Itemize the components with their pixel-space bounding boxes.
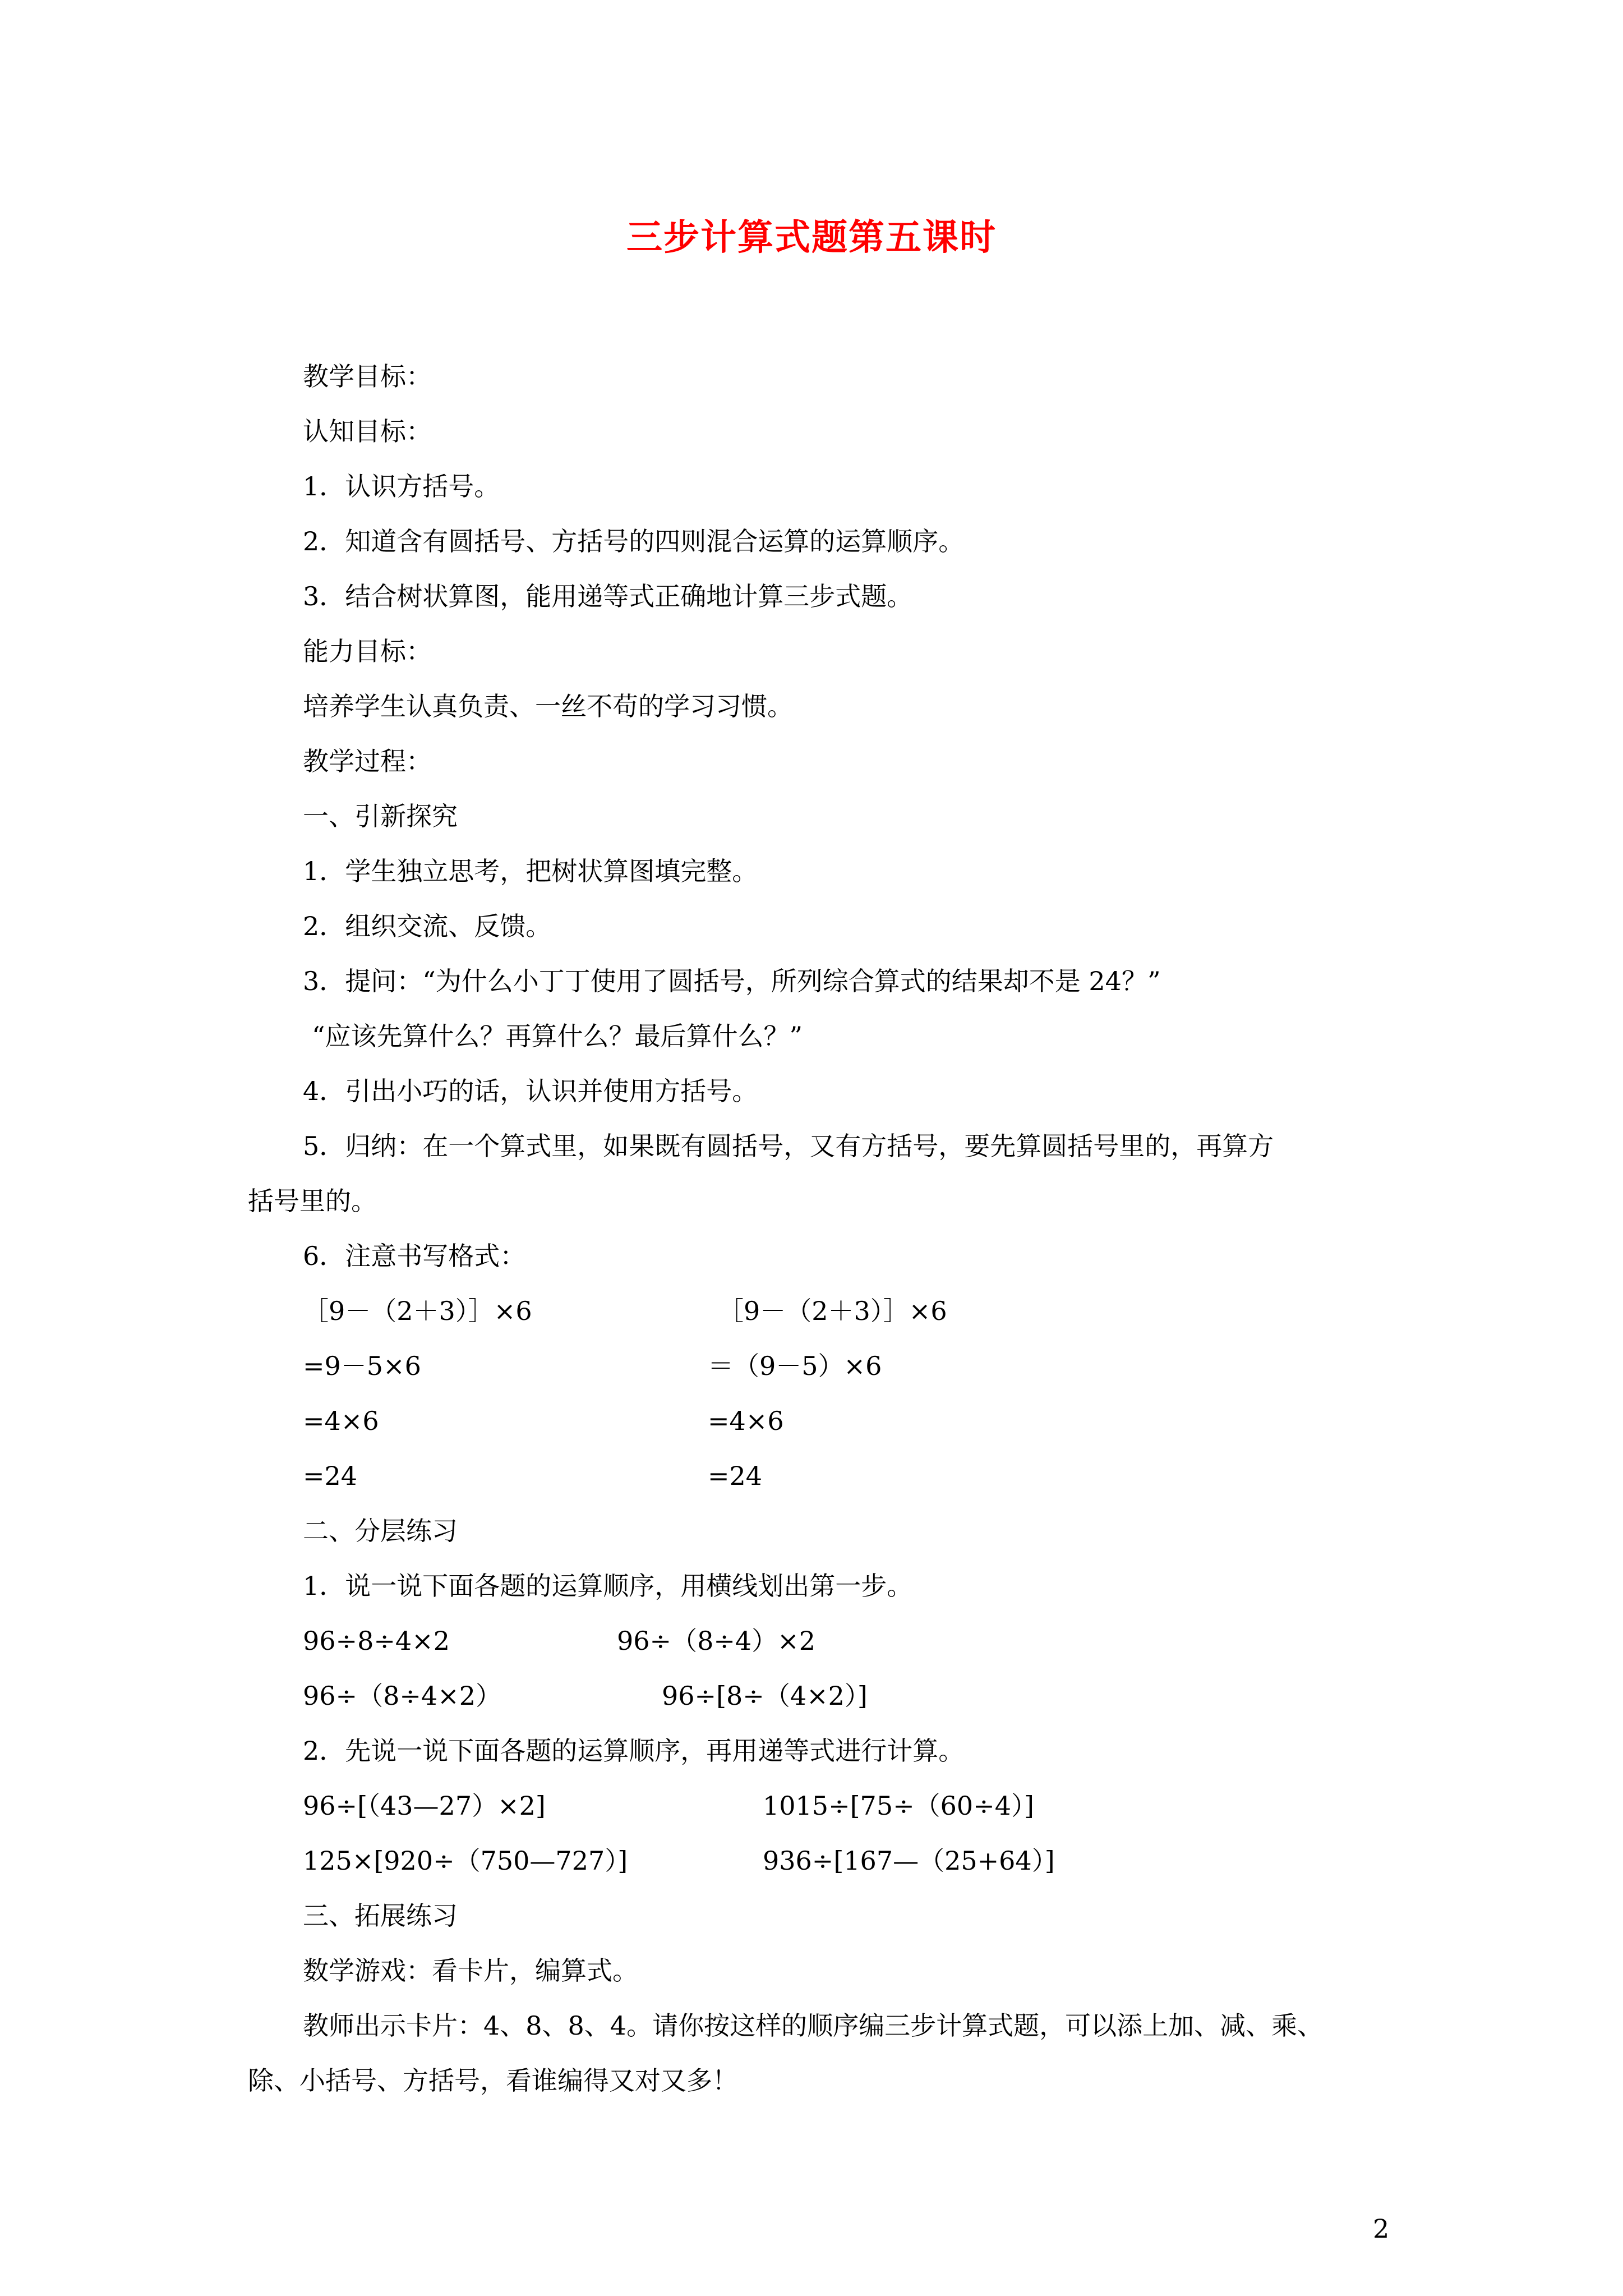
text-line: 6．注意书写格式： (303, 1241, 526, 1271)
text-line: 能力目标： (303, 636, 432, 666)
text-line: 括号里的。 (248, 1186, 377, 1216)
text-line: 教学目标： (303, 361, 432, 392)
exercise-item: 96÷（8÷4）×2 (617, 1626, 815, 1656)
section-heading: 三、拓展练习 (303, 1901, 458, 1931)
text-line: 2．知道含有圆括号、方括号的四则混合运算的运算顺序。 (303, 526, 965, 556)
text-line: 1．说一说下面各题的运算顺序，用横线划出第一步。 (303, 1571, 913, 1601)
calc-left-step: =24 (303, 1461, 358, 1491)
text-line: 培养学生认真负责、一丝不苟的学习习惯。 (303, 691, 793, 721)
calc-right-step: =4×6 (708, 1406, 784, 1436)
page-title: 三步计算式题第五课时 (626, 217, 997, 259)
text-line: 4．引出小巧的话，认识并使用方括号。 (303, 1076, 758, 1106)
section-heading: 二、分层练习 (303, 1516, 458, 1546)
calc-right-step: ＝（9－5）×6 (708, 1351, 882, 1381)
calc-left-step: =9－5×6 (303, 1351, 421, 1381)
exercise-item: 96÷（8÷4×2） (303, 1681, 501, 1711)
calc-left-step: =4×6 (303, 1406, 379, 1436)
text-line: 3．提问：“为什么小丁丁使用了圆括号，所列综合算式的结果却不是 24？” (303, 966, 1161, 996)
calc-right-step: ［9－（2＋3）］×6 (718, 1296, 947, 1326)
exercise-item: 96÷[（43—27）×2] (303, 1791, 546, 1821)
text-line: 1．认识方括号。 (303, 471, 500, 501)
exercise-item: 936÷[167—（25+64）] (763, 1846, 1055, 1876)
text-line: 2．组织交流、反馈。 (303, 911, 552, 941)
text-line: 认知目标： (303, 416, 432, 447)
text-line: 教师出示卡片：4、8、8、4。请你按这样的顺序编三步计算式题，可以添上加、减、乘、 (303, 2010, 1324, 2041)
text-line: “应该先算什么？再算什么？最后算什么？” (312, 1021, 803, 1051)
calc-left-step: ［9－（2＋3）］×6 (303, 1296, 532, 1326)
text-line: 教学过程： (303, 746, 432, 776)
section-heading: 一、引新探究 (303, 801, 458, 831)
page-number: 2 (1373, 2214, 1390, 2244)
exercise-item: 96÷8÷4×2 (303, 1626, 450, 1656)
text-line: 3．结合树状算图，能用递等式正确地计算三步式题。 (303, 581, 913, 611)
calc-right-step: =24 (708, 1461, 763, 1491)
exercise-item: 96÷[8÷（4×2）] (662, 1681, 868, 1711)
text-line: 1．学生独立思考，把树状算图填完整。 (303, 856, 758, 886)
text-line: 数学游戏：看卡片，编算式。 (303, 1955, 638, 1986)
text-line: 2．先说一说下面各题的运算顺序，再用递等式进行计算。 (303, 1736, 965, 1766)
exercise-item: 125×[920÷（750—727）] (303, 1846, 628, 1876)
exercise-item: 1015÷[75÷（60÷4）] (763, 1791, 1034, 1821)
text-line: 除、小括号、方括号，看谁编得又对又多！ (248, 2065, 738, 2096)
text-line: 5．归纳：在一个算式里，如果既有圆括号，又有方括号，要先算圆括号里的，再算方 (303, 1131, 1274, 1161)
